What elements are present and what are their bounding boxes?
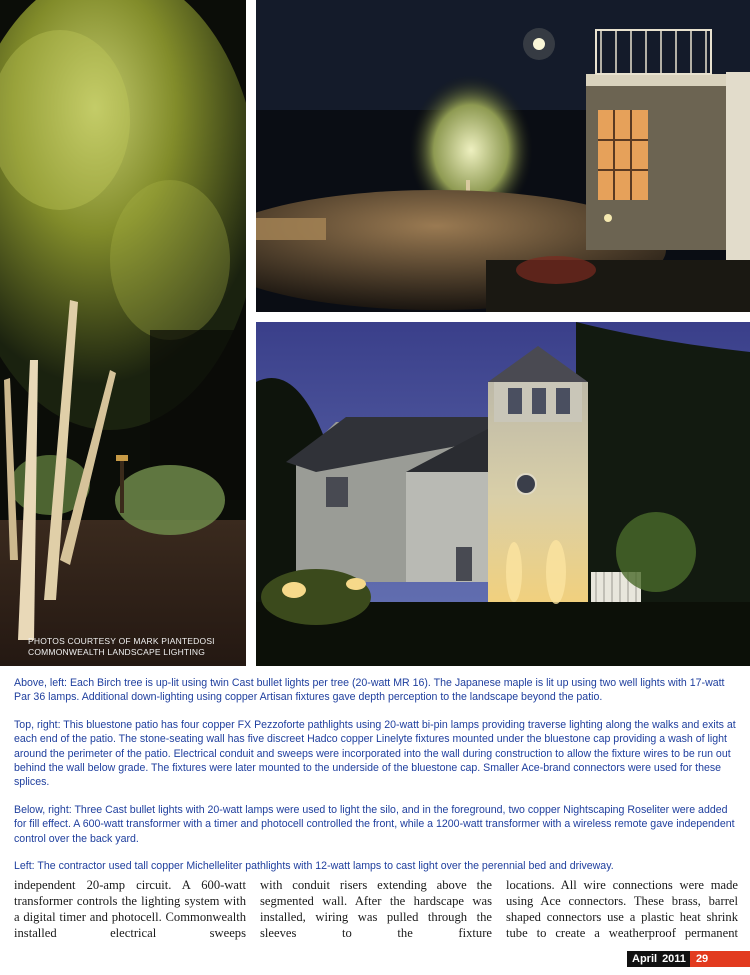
caption-above-left: Above, left: Each Birch tree is up-lit using twin Cast bullet lights per tree (20-watt MR 16). The Japanese maple is lit up using two well lights with 17-watt Par 36 lamps. Additional down-lighting using copper Artisan fixtures gave depth perception to the landscape beyond the patio.	[14, 677, 725, 704]
page-folio	[627, 951, 750, 967]
folio-page-number: 29	[690, 951, 750, 967]
caption-top-right: Top, right: This bluestone patio has four copper FX Pezzoforte pathlights using 20-watt bi-pin lamps providing traverse lighting along the walks and exits at each end of the patio. The stone-seating wall has five discreet Hadco copper Linelyte fixtures mounted under the bluestone cap providing a wash of light around the perimeter of the patio. Electrical conduit and sweeps were incorporated into the wall during construction to allow the fixture wires to be run out behind the wall below grade. The fixtures were later mounted to the underside of the bluestone cap. Smaller Ace-brand connectors were used for these splices.	[14, 718, 736, 789]
body-column-3: locations. All wire connections were made using Ace connectors. These brass, barrel shaped connectors use a plastic heat shrink tube to create a weatherproof permanent	[506, 878, 738, 940]
folio-year: 2011	[662, 951, 690, 967]
caption-left: Left: The contractor used tall copper Michelleliter pathlights with 12-watt lamps to cast light over the perennial bed and driveway.	[14, 860, 614, 873]
folio-month: April	[627, 951, 662, 967]
photo-captions	[14, 676, 740, 886]
photo-birch-trees	[0, 0, 246, 666]
body-column-2: with conduit risers extending above the segmented wall. After the hardscape was installed, wiring was pulled through the sleeves to the fixture	[260, 878, 492, 940]
article-body	[14, 877, 738, 947]
photo-credit-line-1: PHOTOS COURTESY OF MARK PIANTEDOSI	[28, 636, 215, 646]
photo-patio-night	[256, 0, 750, 312]
photo-credit-line-2: COMMONWEALTH LANDSCAPE LIGHTING	[28, 647, 206, 657]
caption-below-right: Below, right: Three Cast bullet lights with 20-watt lamps were used to light the silo, and in the foreground, two copper Nightscaping Roseliter were added for fill effect. A 600-watt transformer with a timer and photocell controlled the front, while a 1200-watt transformer with a wireless remote gave independent control over the back yard.	[14, 803, 735, 845]
body-column-1: independent 20-amp circuit. A 600-watt transformer controls the lighting system with a digital timer and photocell. Commonwealth installed electrical sweeps	[14, 878, 246, 940]
photo-credit	[28, 636, 215, 658]
photo-house-silo	[256, 322, 750, 666]
